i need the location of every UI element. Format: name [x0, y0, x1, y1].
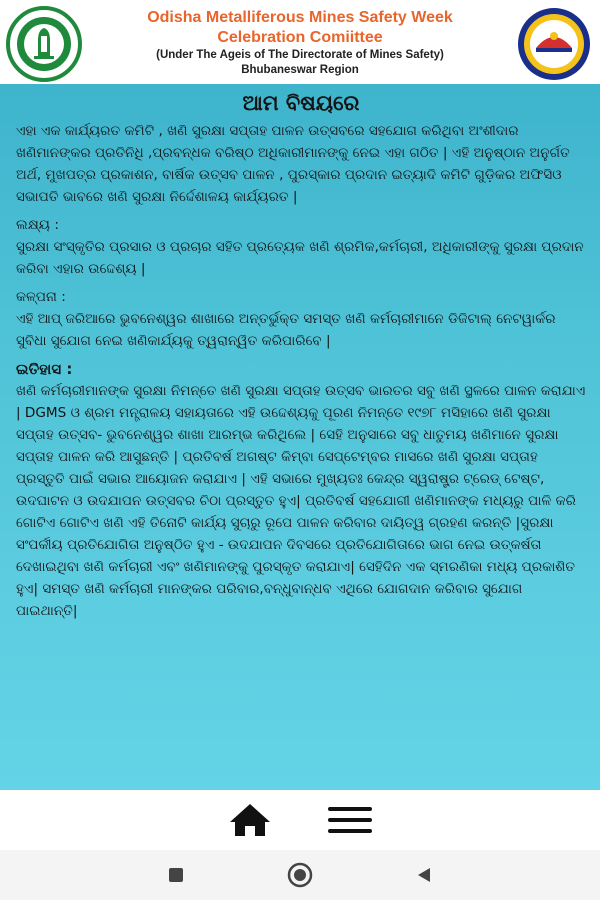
circle-home-icon	[286, 861, 314, 889]
menu-button[interactable]	[326, 804, 374, 836]
header-title-line2: Celebration Comiittee	[217, 29, 383, 46]
vision-paragraph: ଏହି ଆପ୍ ଜରିଆରେ ଭୁବନେଶ୍ୱର ଶାଖାରେ ଅନ୍ତର୍ଭୁକ୍ତ ସମସ୍ତ ଖଣି କର୍ମଚାରୀମାନେ ଡିଜିଟାଲ୍ ନେଟୱାର୍କର ସୁବିଧା ସୁଯୋଗ ନେଇ ଖଣିକାର୍ଯ୍ୟକୁ ତ୍ୱରାନ୍ୱିତ କରିପାରିବେ |	[16, 311, 556, 349]
home-icon	[226, 801, 274, 839]
history-label: ଇତିହାସ :	[16, 360, 73, 378]
app-header	[0, 0, 600, 84]
intro-paragraph: ଏହା ଏକ କାର୍ଯ୍ୟରତ କମିଟି , ଖଣି ସୁରକ୍ଷା ସପ୍ତାହ ପାଳନ ଉତ୍ସବରେ ସହଯୋଗ କରିଥିବା ଅଂଶୀଦାର ଖଣିମାନଙ୍କର ପ୍ରତିନିଧି ,ପ୍ରବନ୍ଧକ ବରିଷ୍ଠ ଅଧିକାରୀମାନଙ୍କୁ ନେଇ ଏହା ଗଠିତ | ଏହି ଅନୁଷ୍ଠାନ ଅନୁର୍ଗତ ଅର୍ଥ, ମୁଖପତ୍ର ପ୍ରକାଶନ, ବାର୍ଷିକ ଉତ୍ସବ ପାଳନ , ପୁରସ୍କାର ପ୍ରଦାନ ଇତ୍ୟାଦି କମିଟି ଗୁଡ଼ିକର ଅଫିସିଓ ସଭାପତି ଭାବରେ ଖଣି ସୁରକ୍ଷା ନିର୍ଦ୍ଦେଶାଳୟ କାର୍ଯ୍ୟରତ |	[16, 123, 570, 205]
bottom-navigation	[0, 790, 600, 850]
home-button[interactable]	[226, 801, 274, 839]
history-paragraph: ଖଣି କର୍ମଚାରୀମାନଙ୍କ ସୁରକ୍ଷା ନିମନ୍ତେ ଖଣି ସୁରକ୍ଷା ସପ୍ତାହ ଉତ୍ସବ ଭାରତର ସବୁ ଖଣି ସ୍ଥଳରେ ପାଳନ କରାଯାଏ | DGMS ଓ ଶ୍ରମ ମନ୍ତ୍ରାଳୟ ସହାୟତାରେ ଏହି ଉଦ୍ଦେଶ୍ୟକୁ ପୂରଣ ନିମନ୍ତେ ୧୯୭୮ ମସିହାରେ ଖଣି ସୁରକ୍ଷା ସପ୍ତାହ ଉତ୍ସବ- ଭୁବନେଶ୍ୱର ଶାଖା ଆରମ୍ଭ କରିଥିଲେ | ସେହି ଅନୁସାରେ ସବୁ ଧାତୁମୟ ଖଣିମାନେ ସୁରକ୍ଷା ସପ୍ତାହ ପାଳନ କରି ଆସୁଛନ୍ତି | ପ୍ରତିବର୍ଷ ଅଗଷ୍ଟ କିମ୍ବା ସେପ୍ଟେମ୍ବର ମାସରେ ଖଣି ସୁରକ୍ଷା ସପ୍ତାହ ପ୍ରସ୍ତୁତି ପାଇଁ ସଭାର ଆୟୋଜନ କରାଯାଏ | ଏହି ସଭାରେ ମୁଖ୍ୟତଃ କେନ୍ଦ୍ର ସ୍ୱରାଷ୍ଟ୍ର ଟ୍ରେଡ୍ ଟେଷ୍ଟ, ଉଦଘାଟନ ଓ ଉଦଯାପନ ଉତ୍ସବର ଚିଠା ପ୍ରସ୍ତୁତ ହୁଏ| ପ୍ରତିବର୍ଷ ସହଯୋଗୀ ଖଣିମାନଙ୍କ ମଧ୍ୟରୁ ପାଳି କରି ଗୋଟିଏ ଗୋଟିଏ ଖଣି ଏହି ତିନୋଟି କାର୍ଯ୍ୟ ସୁଚାରୁ ରୂପେ ପାଳନ କରିବାର ଦାୟିତ୍ୱ ଗ୍ରହଣ କରନ୍ତି |ସୁରକ୍ଷା ସଂପର୍କୀୟ ପ୍ରତିଯୋଗିତା ଅନୁଷ୍ଠିତ ହୁଏ - ଉଦଯାପନ ଦିବସରେ ପ୍ରତିଯୋଗିତାରେ ଭାଗ ନେଇ ଉତ୍କର୍ଷତା ଦେଖାଇଥିବା ଖଣି କର୍ମଚାରୀ ଏବଂ ଖଣିମାନଙ୍କୁ ପୁରସ୍କୃତ କରାଯାଏ| ସେହିଦିନ ଏକ ସ୍ମରଣିକା ମଧ୍ୟ ପ୍ରକାଶିତ ହୁଏ| ସମସ୍ତ ଖଣି କର୍ମଚାରୀ ମାନଙ୍କର ପରିବାର,ବନ୍ଧୁବାନ୍ଧବ ଏଥିରେ ଯୋଗଦାନ କରିବାର ସୁଯୋଗ ପାଇଥାନ୍ତି|	[16, 383, 586, 619]
header-title-line1: Odisha Metalliferous Mines Safety Week	[147, 9, 453, 26]
about-us-content[interactable]	[0, 84, 600, 790]
square-recents-icon	[166, 865, 186, 885]
hamburger-menu-icon	[326, 804, 374, 836]
triangle-back-icon	[414, 865, 434, 885]
recents-button[interactable]	[166, 865, 186, 885]
committee-logo	[6, 6, 82, 82]
header-text-block	[92, 8, 508, 78]
system-navigation-bar	[0, 850, 600, 900]
header-subtitle-line1: (Under The Ageis of The Directorate of Mines Safety)	[156, 49, 444, 61]
vision-label: କଳ୍ପନା :	[16, 289, 66, 305]
header-subtitle-line2: Bhubaneswar Region	[241, 64, 359, 76]
goal-label: ଲକ୍ଷ୍ୟ :	[16, 217, 59, 233]
goal-paragraph: ସୁରକ୍ଷା ସଂସ୍କୃତିର ପ୍ରସାର ଓ ପ୍ରଚାର ସହିତ ପ୍ରତ୍ୟେକ ଖଣି ଶ୍ରମିକ,କର୍ମଚାରୀ, ଅଧିକାରୀଙ୍କୁ ସୁରକ୍ଷା ପ୍ରଦାନ କରିବା ଏହାର ଉଦ୍ଦେଶ୍ୟ |	[16, 239, 584, 277]
dgms-logo	[516, 6, 592, 82]
page-title: ଆମ ବିଷୟରେ	[242, 91, 360, 115]
system-home-button[interactable]	[286, 861, 314, 889]
back-button[interactable]	[414, 865, 434, 885]
